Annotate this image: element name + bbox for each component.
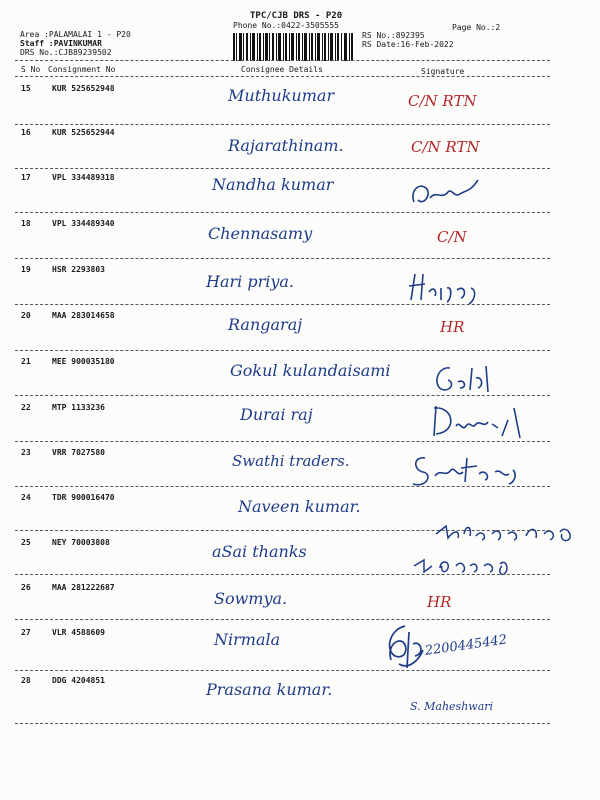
row-consignment-no: VRR 7027580 <box>52 448 105 457</box>
row-sno: 21 <box>21 357 31 366</box>
staff-label: Staff :PAVINKUMAR <box>20 39 102 48</box>
row-consignee-name: aSai thanks <box>212 542 307 561</box>
row-divider <box>15 350 550 351</box>
row-sno: 20 <box>21 311 31 320</box>
column-header-sno: S No <box>21 65 41 74</box>
row-divider <box>15 530 550 531</box>
row-signature-note: HR <box>440 318 465 336</box>
column-header-consignee: Consignee Details <box>241 65 323 74</box>
drs-number-label: DRS No.:CJB89239502 <box>20 48 112 57</box>
row-consignment-no: NEY 70003808 <box>52 538 110 547</box>
row-divider <box>15 168 550 169</box>
header-divider-top <box>15 60 550 61</box>
document-title: TPC/CJB DRS - P20 <box>250 11 343 21</box>
column-header-signature: Signature <box>421 67 465 76</box>
row-consignee-name: Muthukumar <box>228 86 335 105</box>
row-sno: 17 <box>21 173 31 182</box>
row-consignment-no: VPL 334489318 <box>52 173 115 182</box>
row-consignment-no: KUR 525652944 <box>52 128 115 137</box>
row-consignee-name: Rangaraj <box>228 315 303 334</box>
barcode-image <box>231 32 355 62</box>
row-sno: 26 <box>21 583 31 592</box>
row-consignee-name: Hari priya. <box>206 272 295 291</box>
row-consignee-name: Chennasamy <box>208 224 313 243</box>
page-number: Page No.:2 <box>452 23 501 32</box>
row-consignee-name: Rajarathinam. <box>228 136 344 155</box>
rs-number: RS No.:892395 <box>362 31 425 40</box>
row-sno: 15 <box>21 84 31 93</box>
row-sno: 25 <box>21 538 31 547</box>
handwritten-signature-image <box>428 358 508 398</box>
row-divider <box>15 304 550 305</box>
row-divider <box>15 258 550 259</box>
row-consignee-name: Durai raj <box>240 405 313 424</box>
handwritten-signature-image <box>432 516 582 546</box>
row-consignment-no: MAA 283014658 <box>52 311 115 320</box>
row-consignment-no: HSR 2293803 <box>52 265 105 274</box>
row-consignee-name: Nandha kumar <box>212 175 334 194</box>
handwritten-signature-image <box>428 398 528 442</box>
handwritten-signature-image <box>408 172 488 212</box>
row-signature-note: 2200445442 <box>424 632 509 659</box>
row-divider <box>15 619 550 620</box>
row-signature-note: C/N RTN <box>408 92 477 110</box>
row-divider <box>15 395 550 396</box>
row-sno: 28 <box>21 676 31 685</box>
row-consignment-no: MTP 1133236 <box>52 403 105 412</box>
area-label: Area :PALAMALAI 1 - P20 <box>20 30 131 39</box>
header-divider-bottom <box>15 76 550 77</box>
row-divider <box>15 212 550 213</box>
row-divider <box>15 574 550 575</box>
row-consignee-name: Naveen kumar. <box>238 497 361 516</box>
row-sno: 18 <box>21 219 31 228</box>
row-signature-note: C/N <box>437 228 467 246</box>
row-sno: 23 <box>21 448 31 457</box>
row-consignment-no: VLR 4588609 <box>52 628 105 637</box>
row-divider <box>15 723 550 724</box>
row-signature-note: S. Maheshwari <box>410 700 494 713</box>
row-divider <box>15 670 550 671</box>
phone-number: Phone No.:0422-3505555 <box>233 21 339 30</box>
row-divider <box>15 124 550 125</box>
row-consignment-no: KUR 525652948 <box>52 84 115 93</box>
row-consignee-name: Nirmala <box>214 630 281 649</box>
row-consignment-no: MAA 281222687 <box>52 583 115 592</box>
row-sno: 22 <box>21 403 31 412</box>
row-signature-note: HR <box>427 593 452 611</box>
rs-date: RS Date:16-Feb-2022 <box>362 40 454 49</box>
row-consignment-no: VPL 334489340 <box>52 219 115 228</box>
row-consignee-name: Gokul kulandaisami <box>230 361 391 380</box>
row-consignee-name: Prasana kumar. <box>206 680 333 699</box>
row-divider <box>15 486 550 487</box>
row-signature-note: C/N RTN <box>411 138 480 156</box>
row-sno: 24 <box>21 493 31 502</box>
row-sno: 27 <box>21 628 31 637</box>
row-consignment-no: TDR 900016470 <box>52 493 115 502</box>
row-consignment-no: DDG 4204851 <box>52 676 105 685</box>
column-header-consignment: Consignment No <box>48 65 116 74</box>
row-divider <box>15 441 550 442</box>
row-consignment-no: MEE 900035180 <box>52 357 115 366</box>
row-consignee-name: Sowmya. <box>214 589 288 608</box>
handwritten-signature-image <box>405 266 495 306</box>
row-sno: 19 <box>21 265 31 274</box>
row-consignee-name: Swathi traders. <box>232 452 350 470</box>
row-sno: 16 <box>21 128 31 137</box>
